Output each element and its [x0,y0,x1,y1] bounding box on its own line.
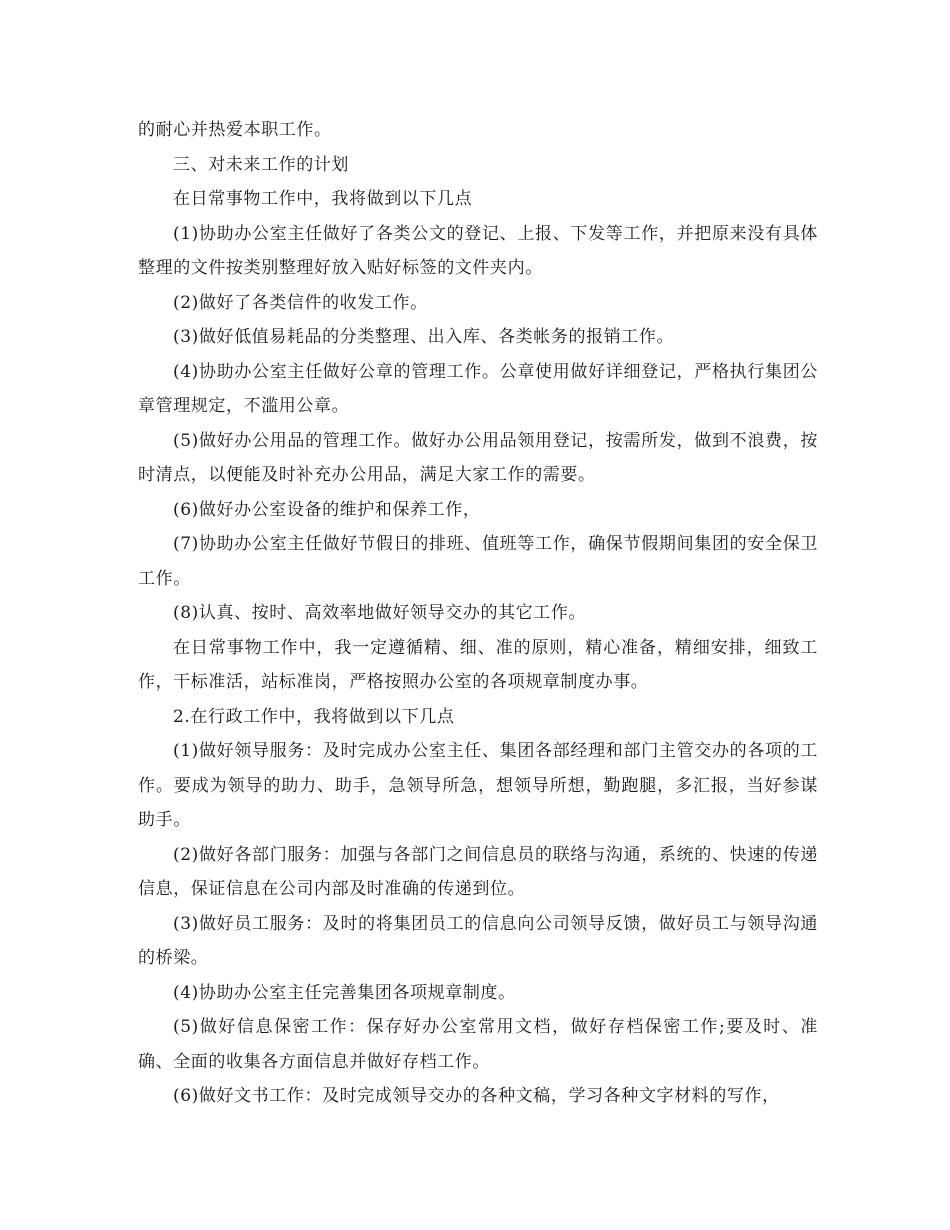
paragraph: 的耐心并热爱本职工作。 [138,120,332,140]
list-item: (2)做好各部门服务：加强与各部门之间信息员的联络与沟通，系统的、快速的传递信息，保证信息在公司内部及时准确的传递到位。 [138,844,818,899]
list-item: (3)做好员工服务：及时的将集团员工的信息向公司领导反馈，做好员工与领导沟通的桥梁。 [138,913,818,968]
section-heading: 三、对未来工作的计划 [173,154,349,175]
document-body [138,113,818,1114]
list-item: (5)做好信息保密工作：保存好办公室常用文档，做好存档保密工作;要及时、准确、全面的收集各方面信息并做好存档工作。 [138,1017,818,1072]
paragraph: 在日常事物工作中，我一定遵循精、细、准的原则，精心准备，精细安排，细致工作，干标准活，站标准岗，严格按照办公室的各项规章制度办事。 [138,637,818,692]
list-item: (6)做好办公室设备的维护和保养工作， [173,499,481,520]
paragraph: 在日常事物工作中，我将做到以下几点 [173,189,473,209]
list-item: (2)做好了各类信件的收发工作。 [173,292,428,313]
list-item: (1)做好领导服务：及时完成办公室主任、集团各部经理和部门主管交办的各项的工作。要成为领导的助力、助手，急领导所急，想领导所想，勤跑腿，多汇报，当好参谋助手。 [138,741,818,830]
list-item: (4)协助办公室主任做好公章的管理工作。公章使用做好详细登记，严格执行集团公章管理规定，不滥用公章。 [138,361,818,416]
subsection-heading: 2.在行政工作中，我将做到以下几点 [173,706,455,727]
list-item: (4)协助办公室主任完善集团各项规章制度。 [173,982,516,1003]
list-item: (7)协助办公室主任做好节假日的排班、值班等工作，确保节假期间集团的安全保卫工作。 [138,534,818,589]
list-item: (1)协助办公室主任做好了各类公文的登记、上报、下发等工作，并把原来没有具体整理的文件按类别整理好放入贴好标签的文件夹内。 [138,223,818,278]
list-item: (8)认真、按时、高效率地做好领导交办的其它工作。 [173,603,587,623]
list-item: (6)做好文书工作：及时完成领导交办的各种文稿，学习各种文字材料的写作， [173,1086,780,1106]
list-item: (5)做好办公用品的管理工作。做好办公用品领用登记，按需所发，做到不浪费，按时清点，以便能及时补充办公用品，满足大家工作的需要。 [138,430,818,485]
list-item: (3)做好低值易耗品的分类整理、出入库、各类帐务的报销工作。 [173,327,675,347]
